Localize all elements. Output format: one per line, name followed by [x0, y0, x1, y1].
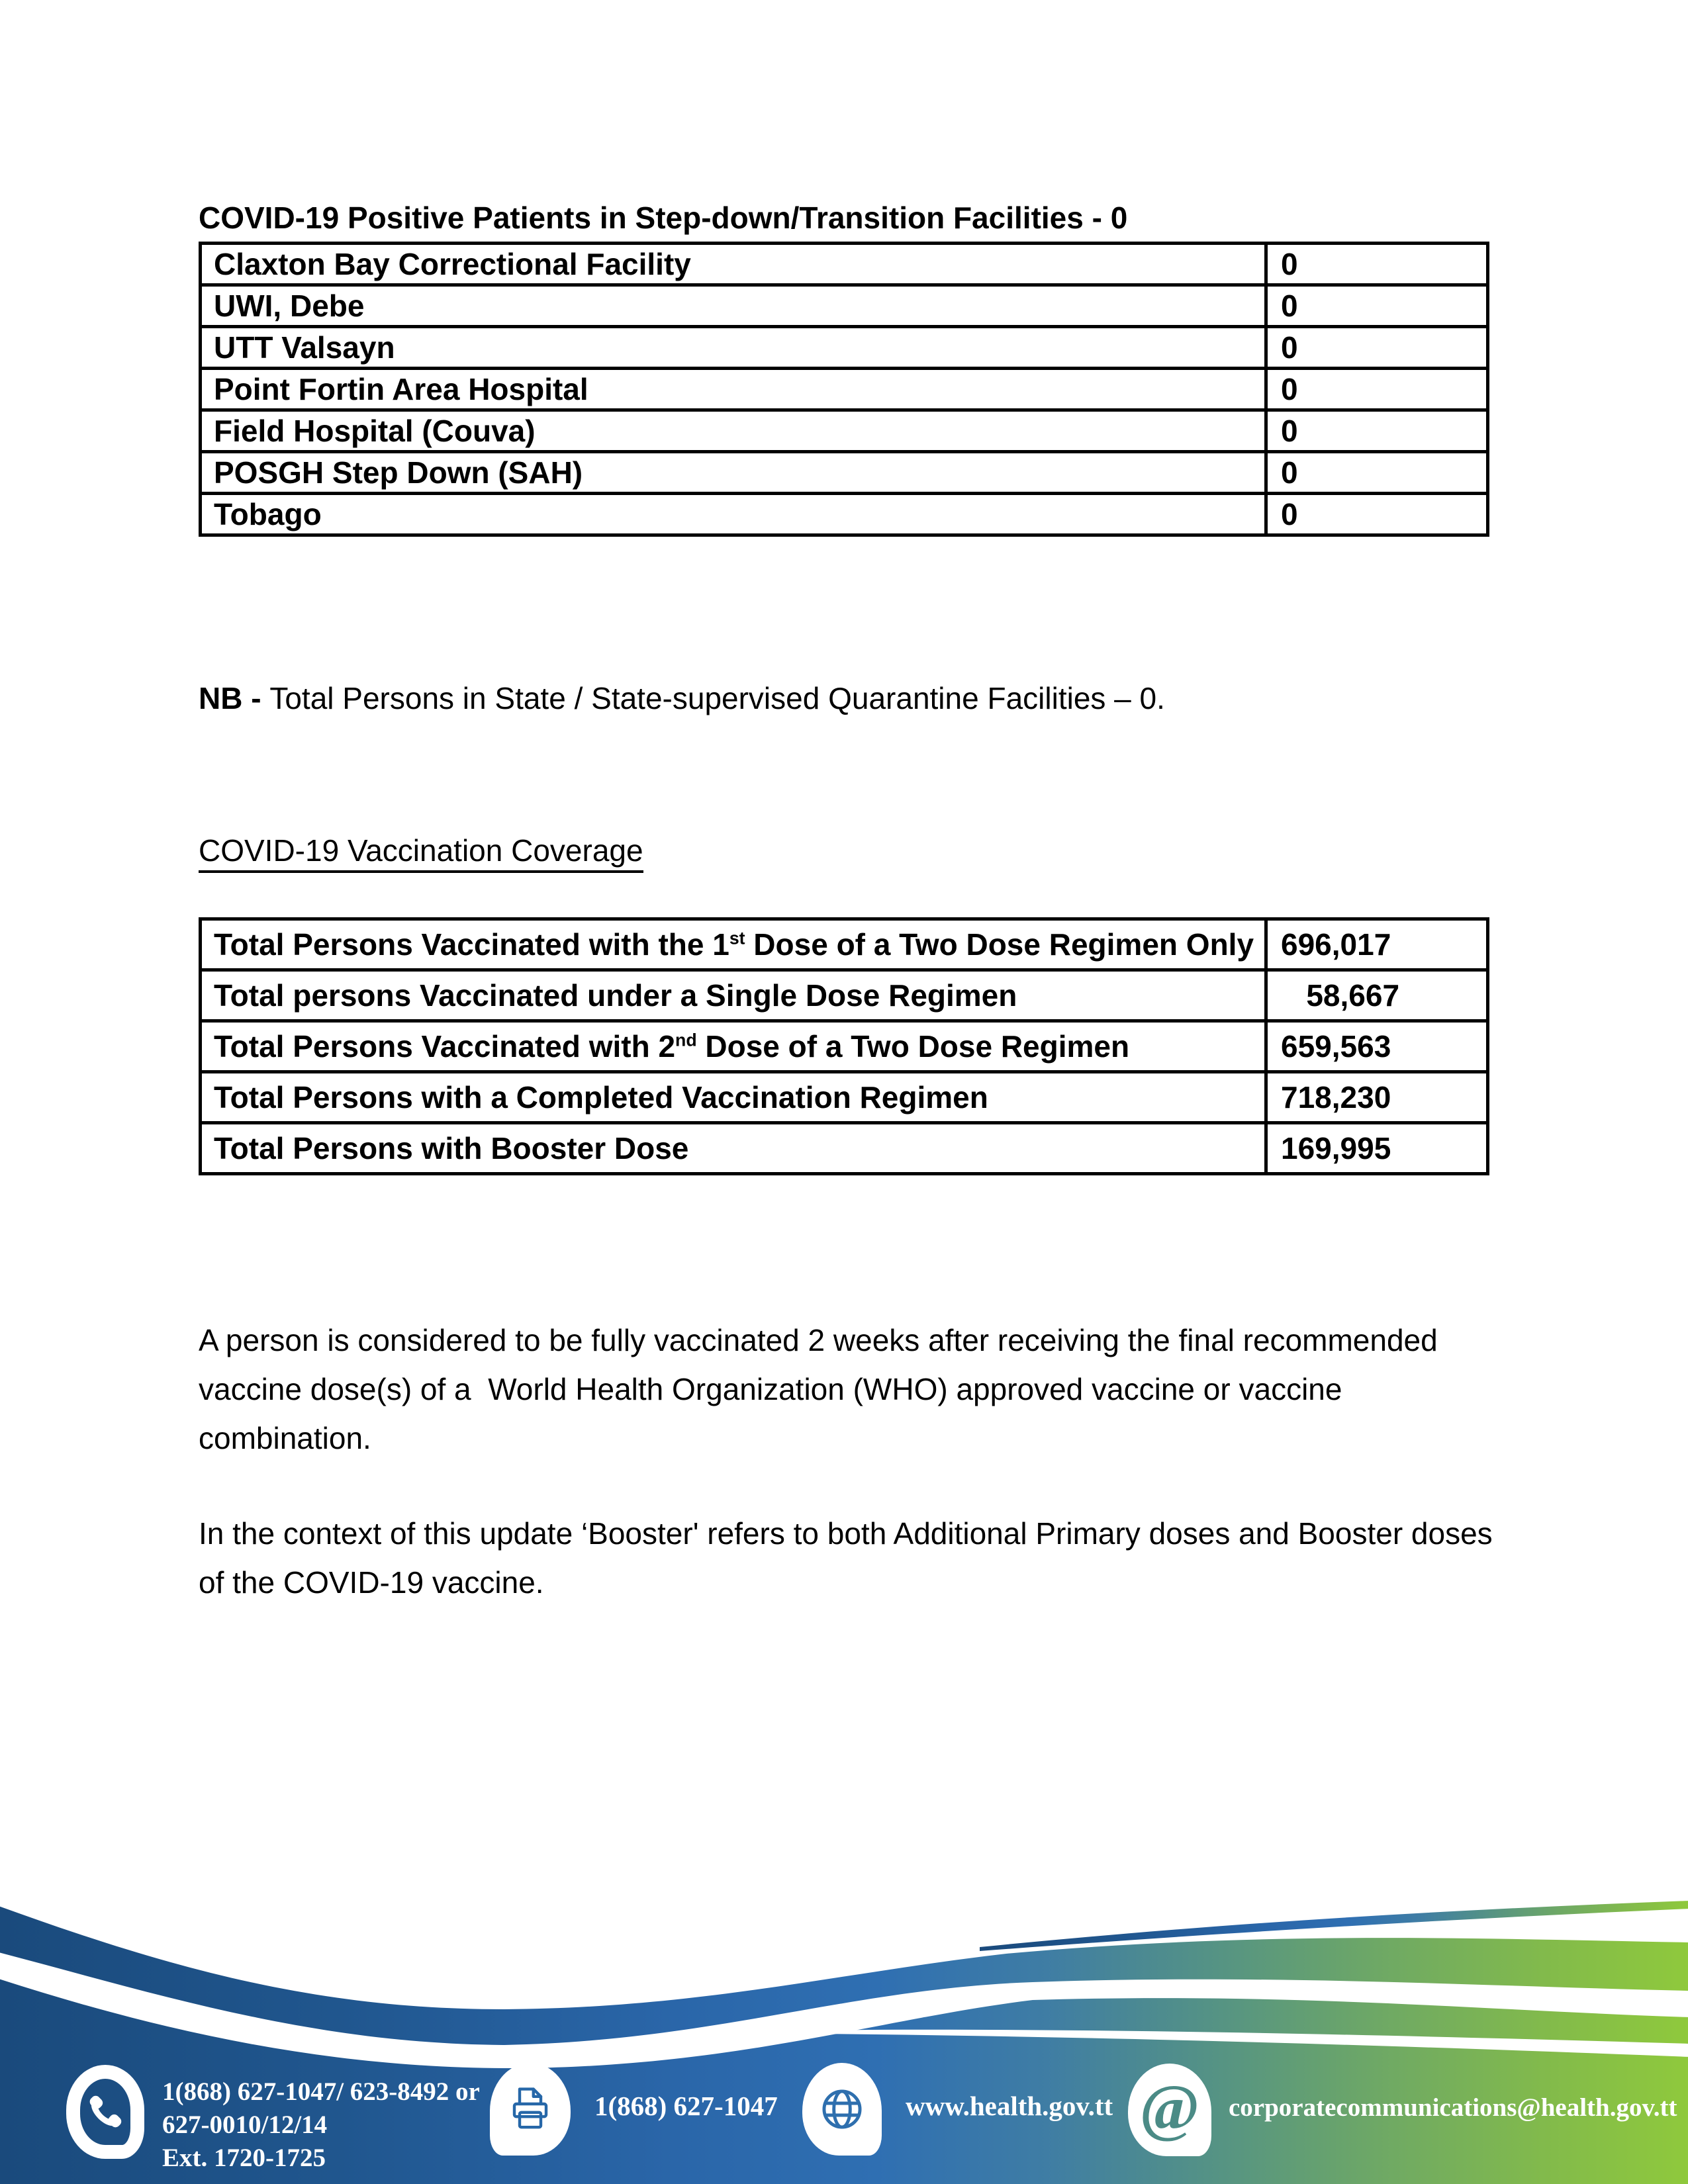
table-row — [201, 1123, 1488, 1174]
globe-icon — [802, 2063, 882, 2156]
fax-icon — [490, 2063, 571, 2156]
metric-value: 718,230 — [1266, 1072, 1488, 1123]
nb-note-text: Total Persons in State / State-supervised Quarantine Facilities – 0. — [269, 681, 1165, 715]
metric-label: Total Persons Vaccinated with 2nd Dose of a Two Dose Regimen — [201, 1021, 1266, 1072]
facility-count: 0 — [1266, 494, 1488, 535]
metric-label: Total persons Vaccinated under a Single Dose Regimen — [201, 970, 1266, 1021]
vaccination-section-heading: COVID-19 Vaccination Coverage — [199, 833, 643, 868]
phone-numbers — [162, 2075, 480, 2175]
email-icon: @ — [1128, 2064, 1211, 2156]
metric-value: 696,017 — [1266, 919, 1488, 970]
facility-count: 0 — [1266, 369, 1488, 410]
phone-line-2: 627-0010/12/14 — [162, 2111, 328, 2139]
metric-label: Total Persons with a Completed Vaccination Regimen — [201, 1072, 1266, 1123]
table-row — [201, 970, 1488, 1021]
stepdown-facilities-table — [199, 242, 1489, 537]
fax-number: 1(868) 627-1047 — [594, 2091, 778, 2121]
table-row — [201, 452, 1488, 494]
facility-name: Point Fortin Area Hospital — [201, 369, 1266, 410]
table-row — [201, 1021, 1488, 1072]
phone-line-3: Ext. 1720-1725 — [162, 2144, 326, 2172]
facility-name: POSGH Step Down (SAH) — [201, 452, 1266, 494]
facility-name: Tobago — [201, 494, 1266, 535]
phone-icon — [66, 2065, 144, 2159]
facility-count: 0 — [1266, 410, 1488, 452]
nb-note-prefix: NB - — [199, 681, 270, 715]
facility-count: 0 — [1266, 244, 1488, 285]
fully-vaccinated-paragraph: A person is considered to be fully vaccinated 2 weeks after receiving the final recommended vaccine dose(s) of a World Health Organization (WHO) approved vaccine or vaccine combination. — [199, 1323, 1446, 1455]
table-row — [201, 494, 1488, 535]
phone-line-1: 1(868) 627-1047/ 623-8492 or — [162, 2077, 480, 2106]
facility-count: 0 — [1266, 327, 1488, 369]
table-row — [201, 244, 1488, 285]
vaccination-coverage-table — [199, 917, 1489, 1175]
table-row — [201, 369, 1488, 410]
facility-name: UTT Valsayn — [201, 327, 1266, 369]
table-row — [201, 285, 1488, 327]
table-row — [201, 410, 1488, 452]
metric-value: 169,995 — [1266, 1123, 1488, 1174]
nb-note — [199, 680, 1165, 716]
metric-value: 659,563 — [1266, 1021, 1488, 1072]
email-address: corporatecommunications@health.gov.tt — [1229, 2093, 1677, 2122]
metric-label: Total Persons Vaccinated with the 1st Dose of a Two Dose Regimen Only — [201, 919, 1266, 970]
facility-count: 0 — [1266, 285, 1488, 327]
facility-name: UWI, Debe — [201, 285, 1266, 327]
stepdown-table-title: COVID-19 Positive Patients in Step-down/Transition Facilities - 0 — [199, 201, 1128, 235]
table-row — [201, 327, 1488, 369]
facility-count: 0 — [1266, 452, 1488, 494]
facility-name: Field Hospital (Couva) — [201, 410, 1266, 452]
table-row — [201, 1072, 1488, 1123]
metric-label: Total Persons with Booster Dose — [201, 1123, 1266, 1174]
metric-value: 58,667 — [1266, 970, 1488, 1021]
table-row — [201, 919, 1488, 970]
facility-name: Claxton Bay Correctional Facility — [201, 244, 1266, 285]
booster-definition-paragraph: In the context of this update ‘Booster' refers to both Additional Primary doses and Booster doses of the COVID-19 vaccine. — [199, 1516, 1501, 1600]
website-url: www.health.gov.tt — [906, 2091, 1113, 2121]
